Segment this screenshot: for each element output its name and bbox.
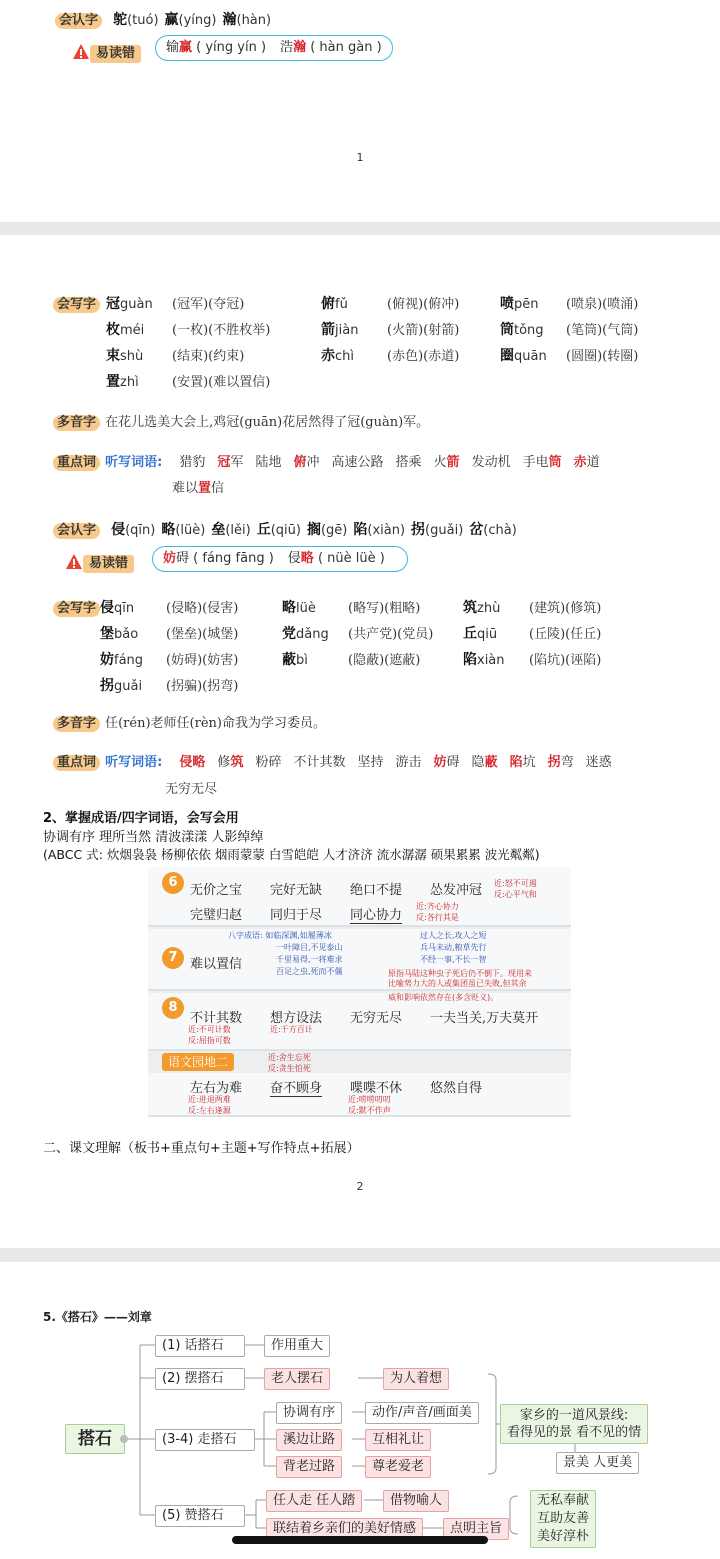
lesson-title: 5.《搭石》——刘章 (43, 1310, 152, 1324)
text: 火 (433, 455, 447, 470)
note: 反:默不作声 (348, 1106, 391, 1115)
recognize-chars-row-2 (53, 519, 517, 539)
pinyin: dǎng (296, 627, 329, 642)
text: 陆地 (255, 455, 282, 470)
polyphone-row-2 (53, 712, 326, 732)
pinyin: pēn (514, 297, 539, 312)
idiom: 悠然自得 (430, 1081, 483, 1096)
note: 反:贪生怕死 (268, 1064, 311, 1073)
write-char-row (106, 293, 244, 313)
write-char-row (100, 597, 238, 617)
misread-word (288, 551, 385, 566)
section-text-understanding: 二、课文理解（板书+重点句+主题+写作特点+拓展） (43, 1141, 360, 1156)
dictation-word (396, 755, 422, 770)
char-item (161, 519, 205, 538)
section-2-title: 2、掌握成语/四字词语，会写会用 (43, 811, 239, 826)
note: 近:齐心协力 (416, 902, 459, 911)
write-chars-label: 会写字 (53, 297, 100, 313)
write-char-row (282, 649, 420, 669)
note: 兵马未动,粮草先行 (420, 943, 487, 952)
char: 鸵 (113, 12, 128, 28)
note: 反:心平气和 (494, 890, 537, 899)
dictation-word (434, 755, 460, 770)
highlight-char: 赢 (179, 40, 193, 55)
char: 置 (106, 374, 120, 390)
dictation-label: 听写词语: (105, 455, 163, 470)
page-3 (0, 1262, 720, 1559)
recognize-chars-list-2 (105, 519, 517, 538)
words: (赤色)(赤道) (387, 349, 460, 364)
words: (丘陵)(任丘) (529, 627, 602, 642)
dictation-word (523, 455, 562, 470)
idiom: 同归于尽 (270, 908, 323, 923)
write-char-row (282, 623, 433, 643)
write-char-row (500, 319, 638, 339)
pinyin: (yíng) (178, 13, 217, 28)
page-1 (0, 0, 720, 222)
char: 瀚 (222, 12, 237, 28)
idiom: 一夫当关,万夫莫开 (430, 1011, 539, 1026)
text: 道 (586, 455, 600, 470)
pinyin: ( fáng fāng ) (189, 551, 274, 566)
write-chars-label-wrap (53, 293, 100, 313)
idiom: 无穷无尽 (350, 1011, 403, 1026)
char-item (469, 519, 517, 538)
dictation-words (167, 451, 599, 470)
node-3-grandchild[interactable]: 互相礼让 (365, 1429, 431, 1451)
row-number: 6 (162, 872, 184, 894)
highlight: 赤 (573, 455, 587, 470)
char: 岔 (469, 522, 484, 538)
dictation-word (293, 755, 345, 770)
words: (一枚)(不胜枚举) (172, 323, 271, 338)
highlight: 拐 (547, 755, 561, 770)
note: 不经一事,不长一智 (420, 955, 487, 964)
note: 八字成语: 如临深渊,如履薄冰 (228, 931, 332, 940)
char-item (211, 519, 250, 538)
qualities-box: 无私奉献 互助友善 美好淳朴 (530, 1490, 596, 1548)
pinyin: (qiū) (270, 523, 301, 538)
dictation-word (548, 755, 574, 770)
idiom: 同心协力 (350, 904, 402, 924)
highlight-char: 略 (300, 551, 314, 566)
pinyin: shù (120, 349, 144, 364)
recognize-chars-list (107, 9, 271, 28)
summary-box: 家乡的一道风景线: 看得见的景 看不见的情 (500, 1404, 648, 1444)
words: (妨碍)(妨害) (166, 653, 239, 668)
textbook-photo (148, 867, 571, 1117)
write-char-row (463, 623, 601, 643)
text: 搭乘 (395, 455, 422, 470)
char: 喷 (500, 296, 514, 312)
dictation-word (472, 755, 498, 770)
write-char-row (463, 597, 601, 617)
dictation-words-2 (167, 751, 611, 770)
pinyin: (xiàn) (367, 523, 406, 538)
char: 筒 (500, 322, 514, 338)
write-chars-label-wrap-2 (53, 597, 100, 617)
dictation-label-2: 听写词语: (105, 755, 163, 770)
idiom: 想方设法 (270, 1011, 323, 1026)
page-number: 1 (356, 151, 364, 164)
pinyin: ( yíng yín ) (192, 40, 267, 55)
write-char-row (500, 293, 638, 313)
char: 冠 (106, 296, 120, 312)
highlight: 俯 (293, 455, 307, 470)
root-node[interactable]: 搭石 (65, 1424, 125, 1454)
text: 猎豹 (179, 455, 206, 470)
note: 百足之虫,死而不僵 (276, 967, 343, 976)
summary-sub[interactable]: 景美 人更美 (556, 1452, 639, 1474)
note: 近:唠唠叨叨 (348, 1095, 391, 1104)
text: 高速公路 (331, 455, 384, 470)
dictation-word (179, 455, 205, 470)
write-char-row (100, 649, 238, 669)
dictation-word (586, 755, 612, 770)
idiom: 不计其数 (190, 1011, 243, 1026)
words: (拐骗)(拐弯) (166, 679, 239, 694)
highlight: 筑 (230, 755, 244, 770)
polyphone-label: 多音字 (53, 415, 100, 431)
node-2-child[interactable]: 老人摆石 (264, 1368, 330, 1390)
write-char-row (500, 345, 638, 365)
words: (隐蔽)(遮蔽) (348, 653, 421, 668)
char: 赢 (164, 12, 179, 28)
write-char-row (106, 345, 244, 365)
idiom: 怂发冲冠 (430, 883, 483, 898)
note: 过人之长,攻人之短 (420, 931, 487, 940)
char-item (111, 519, 155, 538)
pinyin: (hàn) (236, 13, 272, 28)
pinyin: bì (296, 653, 308, 668)
char: 妨 (100, 652, 114, 668)
pinyin: méi (120, 323, 145, 338)
char: 堡 (100, 626, 114, 642)
char-item (165, 9, 217, 28)
words: (安置)(难以置信) (172, 375, 271, 390)
pinyin: ( hàn gàn ) (306, 40, 382, 55)
text: 隐 (471, 755, 485, 770)
char: 蔽 (282, 652, 296, 668)
misread-word (166, 40, 266, 55)
dictation-word (574, 455, 600, 470)
node-4-child[interactable]: 任人走 任人踏 (266, 1490, 362, 1512)
words: (共产党)(党员) (348, 627, 434, 642)
char-item (411, 519, 463, 538)
highlight: 箭 (446, 455, 460, 470)
write-char-row (321, 293, 459, 313)
char: 搁 (306, 522, 321, 538)
note: 一叶障目,不见泰山 (276, 943, 343, 952)
words: (笔筒)(气筒) (566, 323, 639, 338)
write-char-row (463, 649, 601, 669)
pinyin: guàn (120, 297, 153, 312)
key-words-label-2: 重点词 (53, 755, 100, 771)
node-3[interactable]: (3-4) 走搭石 (155, 1429, 255, 1451)
pinyin: xiàn (477, 653, 505, 668)
text: 手电 (522, 455, 549, 470)
text: 碍 (446, 755, 460, 770)
words: (建筑)(修筑) (529, 601, 602, 616)
text: 修 (217, 755, 231, 770)
pinyin: (tuó) (127, 13, 159, 28)
dictation-words-2-line2: 无穷无尽 (165, 782, 218, 797)
misread-word (280, 40, 382, 55)
char-item (113, 9, 158, 28)
char: 拐 (100, 678, 114, 694)
dictation-word (510, 755, 536, 770)
pinyin: tǒng (514, 323, 544, 338)
char-item (307, 519, 347, 538)
pinyin: (gē) (320, 523, 348, 538)
photo-row-6 (148, 867, 571, 927)
highlight: 冠 (217, 455, 231, 470)
warning-icon (72, 43, 90, 61)
highlight: 妨 (433, 755, 447, 770)
char: 碍 (176, 551, 190, 566)
recognize-chars-label: 会认字 (55, 13, 102, 29)
photo-row-8 (148, 993, 571, 1051)
char: 束 (106, 348, 120, 364)
polyphone-sentence-2: 任(rén)老师任(rèn)命我为学习委员。 (105, 716, 326, 731)
row-number: 7 (162, 947, 184, 969)
node-3-child[interactable]: 溪边让路 (276, 1429, 342, 1451)
recognize-chars-label-2: 会认字 (53, 523, 100, 539)
char: 略 (282, 600, 296, 616)
pinyin: quān (514, 349, 547, 364)
pinyin: (guǎi) (425, 523, 464, 538)
misread-word (163, 551, 274, 566)
char: 筑 (463, 600, 477, 616)
node-4-grandchild[interactable]: 点明主旨 (443, 1518, 509, 1540)
char: 丘 (256, 522, 271, 538)
char: 俯 (321, 296, 335, 312)
dictation-word (217, 455, 243, 470)
char: 赤 (321, 348, 335, 364)
idiom: 奋不顾身 (270, 1077, 322, 1097)
write-char-row (106, 371, 270, 391)
idiom: 左右为难 (190, 1081, 243, 1096)
char: 圈 (500, 348, 514, 364)
photo-row-9 (148, 1073, 571, 1117)
highlight: 筒 (548, 455, 562, 470)
easy-misread-bubble (155, 35, 393, 61)
node-3-child[interactable]: 协调有序 (276, 1402, 342, 1424)
warning-icon (65, 553, 83, 571)
pinyin: qīn (114, 601, 135, 616)
section-2-line1: 协调有序 理所当然 清波漾漾 人影绰绰 (43, 830, 264, 845)
text: 军 (230, 455, 244, 470)
char-item (223, 9, 272, 28)
yuwen-yuandi-label: 语文园地二 (162, 1053, 234, 1071)
easy-misread-label: 易读错 (90, 45, 141, 63)
note: 比喻势力大的人或集团虽已失败,但其余 (388, 979, 527, 988)
section-2-line2: (ABCC 式: 炊烟袅袅 杨柳依依 烟雨蒙蒙 白雪皑皑 人才济济 流水潺潺 硕果累累 波光粼粼) (43, 847, 540, 862)
dictation-words-line2: 难以置信 (172, 481, 225, 496)
node-4[interactable]: (5) 赞搭石 (155, 1505, 245, 1527)
node-1-child[interactable]: 作用重大 (264, 1335, 330, 1357)
write-char-row (100, 623, 238, 643)
polyphone-row (53, 411, 429, 431)
node-2[interactable]: (2) 摆搭石 (155, 1368, 245, 1390)
dictation-word (434, 455, 460, 470)
home-indicator[interactable] (232, 1536, 488, 1544)
node-4-grandchild[interactable]: 借物喻人 (383, 1490, 449, 1512)
note: 近:不可计数 (188, 1025, 231, 1034)
char: 侵 (111, 522, 126, 538)
char: 输 (166, 40, 180, 55)
char-item (353, 519, 405, 538)
node-3-grandchild[interactable]: 尊老爱老 (365, 1456, 431, 1478)
pinyin: zhù (477, 601, 501, 616)
node-4-child[interactable]: 联结着乡亲们的美好情感 (266, 1518, 423, 1540)
words: (侵略)(侵害) (166, 601, 239, 616)
words: (结束)(约束) (172, 349, 245, 364)
write-chars-label-2: 会写字 (53, 601, 100, 617)
pinyin: (qīn) (125, 523, 156, 538)
idiom: 完璧归赵 (190, 908, 243, 923)
dictation-word (332, 455, 384, 470)
pinyin: bǎo (114, 627, 139, 642)
words: (冠军)(夺冠) (172, 297, 245, 312)
note: 近:舍生忘死 (268, 1053, 311, 1062)
node-3-child[interactable]: 背老过路 (276, 1456, 342, 1478)
node-2-grandchild[interactable]: 为人着想 (383, 1368, 449, 1390)
highlight: 陷 (509, 755, 523, 770)
note: 近:进退两难 (188, 1095, 231, 1104)
text: 坚持 (357, 755, 384, 770)
node-1[interactable]: (1) 话搭石 (155, 1335, 245, 1357)
dictation-word (179, 755, 205, 770)
char: 丘 (463, 626, 477, 642)
char: 侵 (287, 551, 301, 566)
pinyin: (chà) (483, 523, 517, 538)
write-char-row (321, 319, 459, 339)
easy-misread-label-2: 易读错 (83, 555, 134, 573)
char: 浩 (280, 40, 294, 55)
char: 枚 (106, 322, 120, 338)
words: (圆圈)(转圈) (566, 349, 639, 364)
pinyin: fǔ (335, 297, 348, 312)
char: 箭 (321, 322, 335, 338)
recognize-chars-row (55, 9, 271, 29)
note: 近:怒不可遏 (494, 879, 537, 888)
text: 坑 (522, 755, 536, 770)
note: 反:左右逢源 (188, 1106, 231, 1115)
words: (俯视)(俯冲) (387, 297, 460, 312)
idiom: 无价之宝 (190, 883, 243, 898)
polyphone-sentence: 在花儿选美大会上,鸡冠(guān)花居然得了冠(guàn)军。 (105, 415, 430, 430)
idiom: 绝口不提 (350, 883, 403, 898)
dictation-word (293, 455, 319, 470)
char: 垒 (211, 522, 226, 538)
words: (堡垒)(城堡) (166, 627, 239, 642)
text: 发动机 (471, 455, 511, 470)
note: 近:千方百计 (270, 1025, 313, 1034)
key-words-row-2 (53, 751, 612, 771)
words: (略写)(粗略) (348, 601, 421, 616)
key-words-label: 重点词 (53, 455, 100, 471)
text: 粉碎 (255, 755, 282, 770)
pinyin: qiū (477, 627, 498, 642)
collapse-icon[interactable] (120, 1435, 128, 1443)
highlight-char: 妨 (163, 551, 177, 566)
char: 侵 (100, 600, 114, 616)
text: 不计其数 (293, 755, 346, 770)
highlight: 蔽 (484, 755, 498, 770)
idiom: 喋喋不休 (350, 1081, 403, 1096)
dictation-word (396, 455, 422, 470)
highlight: 侵略 (179, 755, 206, 770)
note: 威和影响依然存在(多含贬义)。 (388, 993, 499, 1002)
char: 拐 (411, 522, 426, 538)
text: 迷惑 (585, 755, 612, 770)
photo-row-7 (148, 929, 571, 991)
note: 反:各行其是 (416, 913, 459, 922)
note: 原指马陆这种虫子死后仍不倒下。现用来 (388, 969, 532, 978)
pinyin: chì (335, 349, 354, 364)
pinyin: lüè (296, 601, 316, 616)
write-char-row (100, 675, 238, 695)
char: 陷 (463, 652, 477, 668)
char: 陷 (353, 522, 368, 538)
dictation-word (217, 755, 243, 770)
char-item (257, 519, 301, 538)
row-number: 8 (162, 997, 184, 1019)
idiom: 难以置信 (190, 957, 243, 972)
write-char-row (106, 319, 270, 339)
text: 冲 (306, 455, 320, 470)
dictation-word (255, 455, 281, 470)
easy-misread-bubble-2 (152, 546, 408, 572)
pinyin: jiàn (335, 323, 359, 338)
pinyin: zhì (120, 375, 139, 390)
words: (陷坑)(诬陷) (529, 653, 602, 668)
note: 反:屈指可数 (188, 1036, 231, 1045)
key-words-row (53, 451, 600, 471)
highlight-char: 瀚 (293, 40, 307, 55)
note: 千里易得,一将难求 (276, 955, 343, 964)
char: 略 (161, 522, 176, 538)
pinyin: (lüè) (175, 523, 206, 538)
write-char-row (282, 597, 420, 617)
pinyin: ( nüè lüè ) (313, 551, 385, 566)
pinyin: (lěi) (225, 523, 251, 538)
text: 游击 (395, 755, 422, 770)
node-3-grandchild[interactable]: 动作/声音/画面美 (365, 1402, 479, 1424)
words: (火箭)(射箭) (387, 323, 460, 338)
page-number: 2 (356, 1180, 364, 1193)
text: 弯 (560, 755, 574, 770)
dictation-word (357, 755, 383, 770)
words: (喷泉)(喷涌) (566, 297, 639, 312)
char: 党 (282, 626, 296, 642)
pinyin: fáng (114, 653, 144, 668)
dictation-word (255, 755, 281, 770)
idiom: 完好无缺 (270, 883, 323, 898)
polyphone-label-2: 多音字 (53, 716, 100, 732)
dictation-word (472, 455, 511, 470)
write-char-row (321, 345, 459, 365)
pinyin: guǎi (114, 679, 143, 694)
